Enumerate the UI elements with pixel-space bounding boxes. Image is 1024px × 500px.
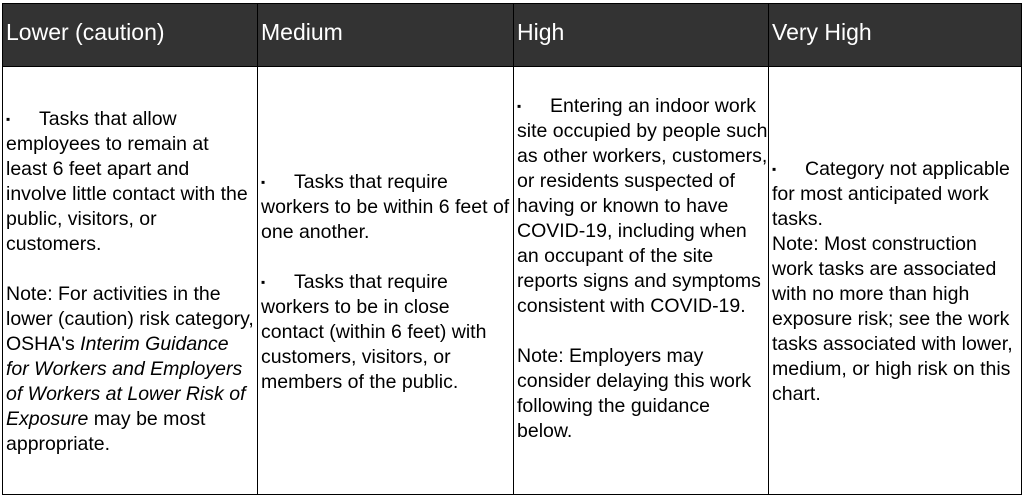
header-very-high: Very High: [772, 19, 872, 45]
cell-lower: [3, 107, 255, 457]
header-high: High: [517, 19, 565, 45]
medium-task-1: ▪ Tasks that require workers to be within 6 feet of one another.: [261, 171, 510, 243]
very-high-note: Note: Most construction work tasks are associated with no more than high exposure risk; see the work tasks associated with lower, medium, or high risk on this chart.: [772, 233, 1013, 405]
bullet-icon: ▪: [261, 275, 266, 289]
header-divider: [3, 66, 1021, 67]
bullet-icon: ▪: [261, 175, 266, 189]
header-lower: Lower (caution): [6, 19, 165, 45]
cell-high: [514, 94, 768, 444]
cell-medium: [258, 170, 513, 395]
bullet-icon: ▪: [6, 112, 11, 126]
lower-task: ▪ Tasks that allow employees to remain at least 6 feet apart and involve little contact with the public, visitors, or customers.: [6, 108, 248, 255]
cell-very-high: [769, 157, 1023, 407]
bullet-icon: ▪: [772, 162, 777, 176]
risk-table: [2, 3, 1022, 495]
high-note: Note: Employers may consider delaying this work following the guidance below.: [517, 345, 752, 442]
high-task: ▪ Entering an indoor work site occupied by people such as other workers, customers, or residents suspected of having or known to have COVID-19, including when an occupant of the site reports signs and symptoms consistent with COVID-19.: [517, 95, 768, 317]
header-medium: Medium: [261, 19, 343, 45]
medium-task-2: ▪ Tasks that require workers to be in close contact (within 6 feet) with customers, visitors, or members of the public.: [261, 271, 487, 393]
table-header-row: [3, 4, 1021, 66]
very-high-task: ▪ Category not applicable for most anticipated work tasks.: [772, 158, 1010, 230]
bullet-icon: ▪: [517, 99, 522, 113]
lower-note: Note: For activities in the lower (caution) risk category, OSHA's Interim Guidance for Workers and Employers of Workers at Lower Risk of Exposure may be most appropriate.: [6, 283, 254, 455]
